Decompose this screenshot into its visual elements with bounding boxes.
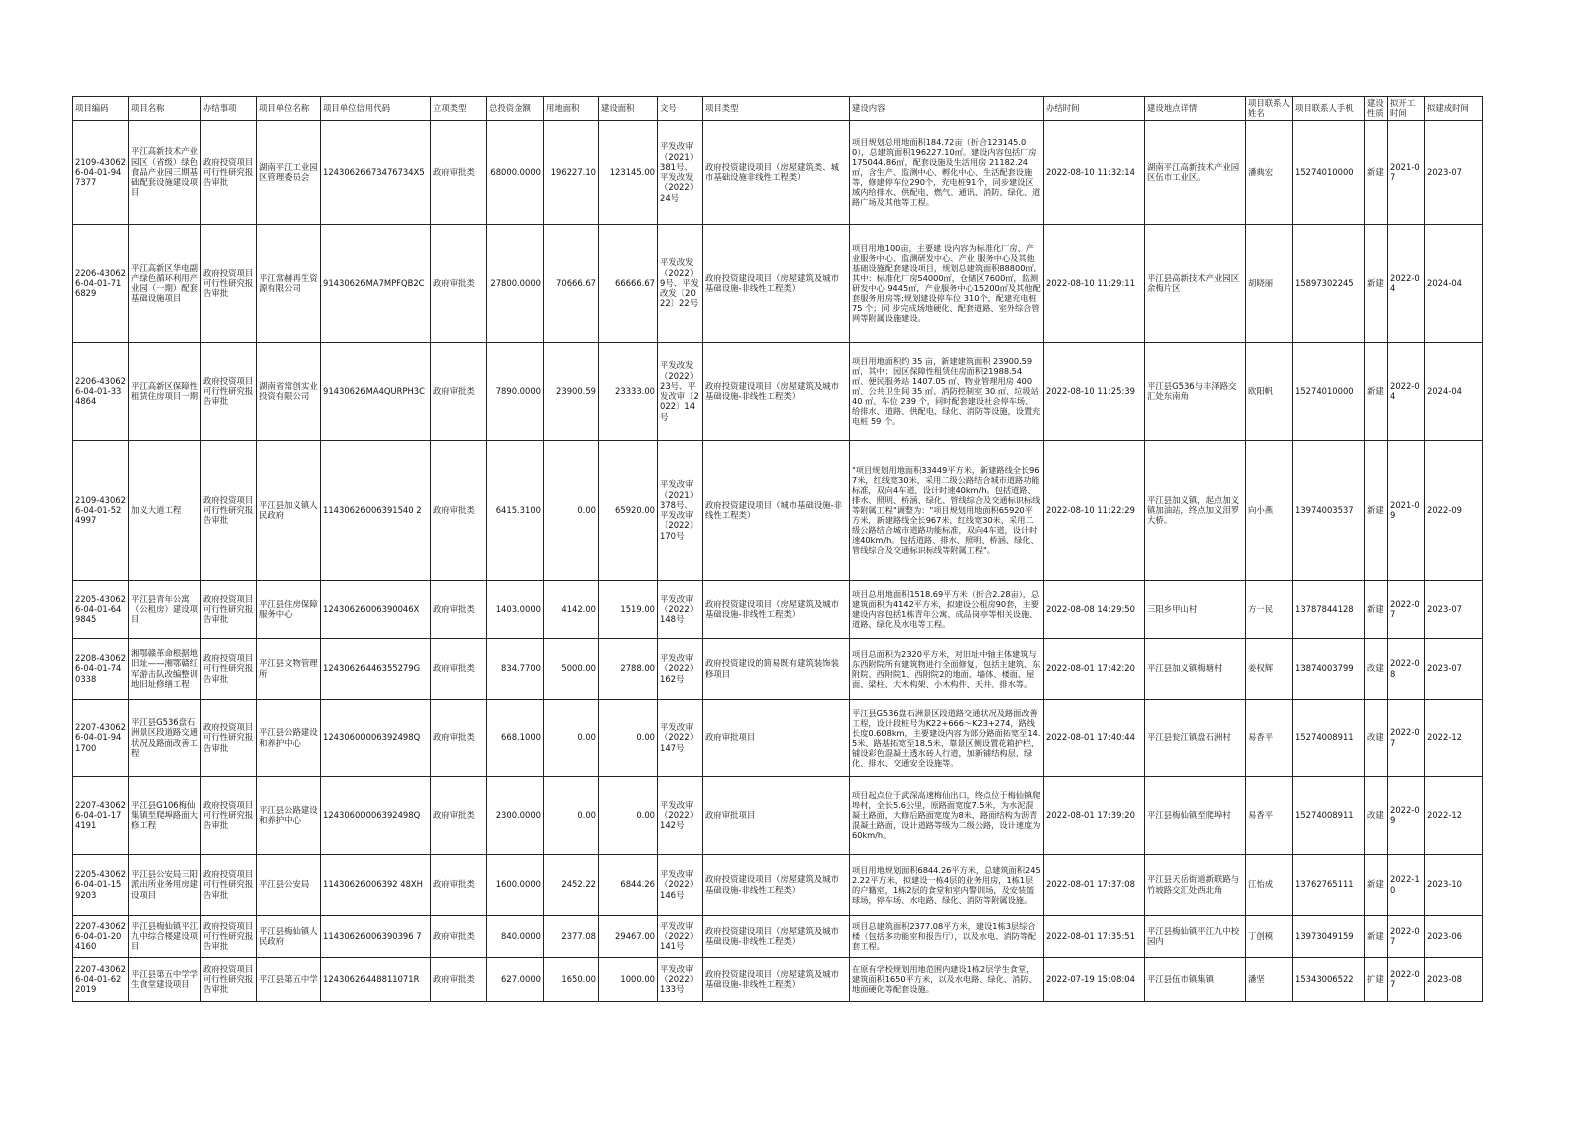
- cell-unit: 平江县第五中学: [257, 957, 321, 1001]
- cell-done: 2022-08-01 17:42:20: [1044, 638, 1145, 699]
- cell-matter: 政府投资项目可行性研究报告审批: [201, 854, 257, 915]
- cell-contact: 方一民: [1246, 580, 1293, 638]
- cell-docno: 平发改审（2022）147号: [658, 699, 703, 776]
- cell-build: 1000.00: [599, 957, 658, 1001]
- cell-content: 项目总建筑面积2377.08平方米，建设1栋3层综合楼（包括多功能室和报告厅），以及水电、消防等配套工程。: [850, 915, 1044, 957]
- cell-name: 平江县公安局三阳派出所业务用房建设项目: [129, 854, 201, 915]
- cell-name: 平江县青年公寓（公租房）建设项目: [129, 580, 201, 638]
- cell-name: 湘鄂赣革命根据地旧址——湘鄂赣红军游击队改编整训地旧址修缮工程: [129, 638, 201, 699]
- cell-contact: 向小燕: [1246, 440, 1293, 580]
- table-row: [73, 915, 1483, 957]
- cell-content: "项目规划用地面积33449平方米，新建路线全长967米，红线宽30米，采用二级公路结合城市道路功能标准，双向4车道，设计时速40km/h。包括道路、排水、照明、桥涵、绿化、管线综合及交通标识标线等附属工程"调整为："项目规划用地面积65920平方米，新建路线全长967米，红线宽30米，采用二级公路结合城市道路功能标准，双向4车道，设计时速40km/h。包括道路、排水、照明、桥涵、绿化、管线综合及交通标识标线等附属工程"。: [850, 440, 1044, 580]
- cell-approval: 政府审批类: [431, 120, 487, 224]
- cell-approval: 政府审批类: [431, 224, 487, 342]
- column-header: 办结时间: [1044, 97, 1145, 121]
- cell-contact: 江怡成: [1246, 854, 1293, 915]
- cell-phone: 15274008911: [1293, 699, 1365, 776]
- cell-credit: 12430600006392498Q: [321, 699, 431, 776]
- cell-site: 平江县加义镇，起点加义镇加油站，终点加义泪罗大桥。: [1145, 440, 1246, 580]
- cell-docno: 平发改发（2022）23号、平发改审〔2022〕14号: [658, 342, 703, 440]
- cell-nature: 新建: [1365, 342, 1388, 440]
- cell-done: 2022-07-19 15:08:04: [1044, 957, 1145, 1001]
- cell-ptype: 政府投资建设项目（房屋建筑及城市基础设施-非线性工程类）: [703, 342, 850, 440]
- cell-land: 23900.59: [544, 342, 599, 440]
- cell-nature: 新建: [1365, 854, 1388, 915]
- cell-approval: 政府审批类: [431, 776, 487, 854]
- cell-site: 湖南平江高新技术产业园区伍市工业区。: [1145, 120, 1246, 224]
- cell-land: 196227.10: [544, 120, 599, 224]
- cell-contact: 丁创模: [1246, 915, 1293, 957]
- cell-ptype: 政府投资建设项目（房屋建筑类、城市基础设施非线性工程类）: [703, 120, 850, 224]
- cell-finish: 2022-09: [1425, 440, 1483, 580]
- cell-build: 66666.67: [599, 224, 658, 342]
- table-row: [73, 580, 1483, 638]
- cell-land: 1650.00: [544, 957, 599, 1001]
- cell-name: 平江高新区保障性租赁住房项目一期: [129, 342, 201, 440]
- column-header: 项目单位名称: [257, 97, 321, 121]
- cell-site: 平江县瓮江镇盘石洲村: [1145, 699, 1246, 776]
- cell-invest: 27800.0000: [487, 224, 544, 342]
- cell-ptype: 政府投资建设项目（房屋建筑及城市基础设施-非线性工程类）: [703, 915, 850, 957]
- cell-build: 29467.00: [599, 915, 658, 957]
- cell-docno: 平发改审（2022）142号: [658, 776, 703, 854]
- cell-contact: 易香平: [1246, 776, 1293, 854]
- cell-invest: 1600.0000: [487, 854, 544, 915]
- cell-land: 70666.67: [544, 224, 599, 342]
- cell-finish: 2024-04: [1425, 342, 1483, 440]
- cell-content: 项目用地100亩，主要建 设内容为标准化厂房、产业服务中心、监测研发中心、产业 服务中心及其他基础设施配套建设项目，规划总建筑面积88800㎡,其中：标准化厂房54000㎡，仓储区7600㎡，监测研发中心 9445㎡，产业服务中心15200㎡及其他配套服务用房等;规划建设停车位 310个，配建充电桩75 个；同 步完成场地硬化、配套道路、室外综合管网等附属设施建设。: [850, 224, 1044, 342]
- cell-site: 平江县梅仙镇平江九中校园内: [1145, 915, 1246, 957]
- cell-site: 三阳乡甲山村: [1145, 580, 1246, 638]
- cell-content: 项目规划总用地面积184.72亩（折合123145.00），总建筑面积196227.10㎡。建设内容包括厂房175044.86㎡，配套设施及生活用房 21182.24㎡，含生产、监测中心、孵化中心、生活配套设施等，修建停车位290个，充电桩91个，同步建设区域内给排水、供配电、燃气、通讯、消防、绿化、道路广场及其他等工程。: [850, 120, 1044, 224]
- cell-approval: 政府审批类: [431, 854, 487, 915]
- cell-land: 0.00: [544, 440, 599, 580]
- column-header: 总投资金额: [487, 97, 544, 121]
- cell-nature: 改建: [1365, 776, 1388, 854]
- cell-start: 2022-07: [1388, 915, 1425, 957]
- cell-credit: 11430626006390396 7: [321, 915, 431, 957]
- cell-invest: 7890.0000: [487, 342, 544, 440]
- cell-phone: 15897302245: [1293, 224, 1365, 342]
- cell-invest: 6415.3100: [487, 440, 544, 580]
- cell-unit: 平江县公路建设和养护中心: [257, 699, 321, 776]
- cell-site: 平江县天岳街道新联路与竹坡路交汇处西北角: [1145, 854, 1246, 915]
- cell-phone: 13874003799: [1293, 638, 1365, 699]
- cell-build: 123145.00: [599, 120, 658, 224]
- cell-build: 0.00: [599, 699, 658, 776]
- cell-start: 2022-04: [1388, 224, 1425, 342]
- column-header: 办结事项: [201, 97, 257, 121]
- table-row: [73, 120, 1483, 224]
- cell-finish: 2023-10: [1425, 854, 1483, 915]
- cell-docno: 平发改发（2022）9号、平发改发〔2022〕22号: [658, 224, 703, 342]
- cell-contact: 潘典宏: [1246, 120, 1293, 224]
- cell-name: 加义大道工程: [129, 440, 201, 580]
- cell-done: 2022-08-01 17:37:08: [1044, 854, 1145, 915]
- cell-code: 2205-430626-04-01-159203: [73, 854, 129, 915]
- cell-docno: 平发改审（2022）133号: [658, 957, 703, 1001]
- cell-approval: 政府审批类: [431, 580, 487, 638]
- cell-name: 平江县梅仙镇平江九中综合楼建设项目: [129, 915, 201, 957]
- cell-credit: 12430626448811071R: [321, 957, 431, 1001]
- cell-approval: 政府审批类: [431, 638, 487, 699]
- cell-code: 2109-430626-04-01-947377: [73, 120, 129, 224]
- cell-finish: 2023-06: [1425, 915, 1483, 957]
- column-header: 项目联系人手机: [1293, 97, 1365, 121]
- column-header: 用地面积: [544, 97, 599, 121]
- cell-matter: 政府投资项目可行性研究报告审批: [201, 699, 257, 776]
- cell-nature: 新建: [1365, 915, 1388, 957]
- column-header: 立项类型: [431, 97, 487, 121]
- cell-done: 2022-08-08 14:29:50: [1044, 580, 1145, 638]
- cell-matter: 政府投资项目可行性研究报告审批: [201, 638, 257, 699]
- project-approval-sheet: [72, 96, 1482, 1002]
- cell-approval: 政府审批类: [431, 699, 487, 776]
- table-row: [73, 699, 1483, 776]
- cell-phone: 15274010000: [1293, 342, 1365, 440]
- cell-matter: 政府投资项目可行性研究报告审批: [201, 224, 257, 342]
- cell-finish: 2023-07: [1425, 638, 1483, 699]
- cell-start: 2022-08: [1388, 638, 1425, 699]
- cell-unit: 平江县加义镇人民政府: [257, 440, 321, 580]
- cell-docno: 平发改审（2022）148号: [658, 580, 703, 638]
- cell-unit: 平江县公安局: [257, 854, 321, 915]
- cell-ptype: 政府投资建设项目（房屋建筑及城市基础设施-非线性工程类）: [703, 957, 850, 1001]
- table-row: [73, 224, 1483, 342]
- cell-finish: 2023-07: [1425, 120, 1483, 224]
- cell-land: 0.00: [544, 699, 599, 776]
- cell-build: 23333.00: [599, 342, 658, 440]
- cell-ptype: 政府投资建设项目（房屋建筑及城市基础设施-非线性工程类）: [703, 854, 850, 915]
- cell-unit: 平江县住房保障服务中心: [257, 580, 321, 638]
- cell-approval: 政府审批类: [431, 915, 487, 957]
- column-header: 文号: [658, 97, 703, 121]
- cell-done: 2022-08-01 17:40:44: [1044, 699, 1145, 776]
- cell-done: 2022-08-10 11:32:14: [1044, 120, 1145, 224]
- cell-build: 65920.00: [599, 440, 658, 580]
- cell-invest: 668.1000: [487, 699, 544, 776]
- cell-start: 2022-07: [1388, 957, 1425, 1001]
- cell-invest: 2300.0000: [487, 776, 544, 854]
- table-row: [73, 957, 1483, 1001]
- cell-code: 2109-430626-04-01-524997: [73, 440, 129, 580]
- cell-code: 2207-430626-04-01-622019: [73, 957, 129, 1001]
- cell-nature: 改建: [1365, 699, 1388, 776]
- cell-start: 2022-04: [1388, 342, 1425, 440]
- cell-code: 2205-430626-04-01-649845: [73, 580, 129, 638]
- cell-done: 2022-08-01 17:39:20: [1044, 776, 1145, 854]
- cell-phone: 15274008911: [1293, 776, 1365, 854]
- table-row: [73, 638, 1483, 699]
- table-row: [73, 440, 1483, 580]
- cell-name: 平江县G106梅仙集镇至爬埠路面大修工程: [129, 776, 201, 854]
- cell-start: 2022-07: [1388, 580, 1425, 638]
- cell-done: 2022-08-10 11:25:39: [1044, 342, 1145, 440]
- cell-credit: 12430626446355279G: [321, 638, 431, 699]
- cell-credit: 91430626MA4QURPH3C: [321, 342, 431, 440]
- cell-content: 项目用地面积约 35 亩，新建建筑面积 23900.59 ㎡，其中：园区保障性租赁住房面积21988.54 ㎡、便民服务站 1407.05 ㎡、物业管理用房 400 ㎡、公共卫生间 35 ㎡、消防控制室 30 ㎡、垃圾站 40 ㎡、车位 239 个，同时配套建设社会停车场、给排水、道路、供配电、绿化、消防等设施，设置充电桩 59 个。: [850, 342, 1044, 440]
- cell-matter: 政府投资项目可行性研究报告审批: [201, 957, 257, 1001]
- cell-docno: 平发改审（2022）162号: [658, 638, 703, 699]
- cell-finish: 2023-07: [1425, 580, 1483, 638]
- cell-credit: 12430600006392498Q: [321, 776, 431, 854]
- cell-site: 平江县G536与丰泽路交汇处东南角: [1145, 342, 1246, 440]
- cell-finish: 2024-04: [1425, 224, 1483, 342]
- cell-contact: 易香平: [1246, 699, 1293, 776]
- cell-land: 2452.22: [544, 854, 599, 915]
- cell-phone: 15274010000: [1293, 120, 1365, 224]
- cell-build: 6844.26: [599, 854, 658, 915]
- cell-code: 2206-430626-04-01-716829: [73, 224, 129, 342]
- cell-matter: 政府投资项目可行性研究报告审批: [201, 776, 257, 854]
- cell-matter: 政府投资项目可行性研究报告审批: [201, 915, 257, 957]
- cell-code: 2207-430626-04-01-174191: [73, 776, 129, 854]
- column-header: 建设面积: [599, 97, 658, 121]
- cell-start: 2021-09: [1388, 440, 1425, 580]
- cell-phone: 15343006522: [1293, 957, 1365, 1001]
- cell-code: 2206-430626-04-01-334864: [73, 342, 129, 440]
- cell-start: 2022-07: [1388, 699, 1425, 776]
- column-header: 建设性质: [1365, 97, 1388, 121]
- cell-matter: 政府投资项目可行性研究报告审批: [201, 440, 257, 580]
- header-row: [73, 97, 1483, 121]
- cell-unit: 平江县梅仙镇人民政府: [257, 915, 321, 957]
- cell-phone: 13762765111: [1293, 854, 1365, 915]
- cell-name: 平江县第五中学学生食堂建设项目: [129, 957, 201, 1001]
- cell-land: 2377.08: [544, 915, 599, 957]
- cell-start: 2021-07: [1388, 120, 1425, 224]
- cell-start: 2022-09: [1388, 776, 1425, 854]
- cell-finish: 2022-12: [1425, 776, 1483, 854]
- cell-phone: 13973049159: [1293, 915, 1365, 957]
- cell-ptype: 政府投资建设项目（房屋建筑及城市基础设施-非线性工程类）: [703, 580, 850, 638]
- cell-content: 项目总用地面积1518.69平方米（折合2.28亩），总建筑面积为4142平方米，拟建设公租房90套，主要建设内容包括1栋青年公寓、成品岗亭等相关设施、道路、绿化及水电等工程。: [850, 580, 1044, 638]
- cell-phone: 13787844128: [1293, 580, 1365, 638]
- column-header: 拟开工时间: [1388, 97, 1425, 121]
- column-header: 项目单位信用代码: [321, 97, 431, 121]
- cell-done: 2022-08-01 17:35:51: [1044, 915, 1145, 957]
- cell-matter: 政府投资项目可行性研究报告审批: [201, 580, 257, 638]
- cell-phone: 13974003537: [1293, 440, 1365, 580]
- cell-start: 2022-10: [1388, 854, 1425, 915]
- cell-site: 平江县梅仙镇至爬埠村: [1145, 776, 1246, 854]
- cell-land: 5000.00: [544, 638, 599, 699]
- column-header: 项目联系人姓名: [1246, 97, 1293, 121]
- cell-nature: 改建: [1365, 638, 1388, 699]
- cell-contact: 姜权辉: [1246, 638, 1293, 699]
- cell-site: 平江县加义镇梅塘村: [1145, 638, 1246, 699]
- cell-site: 平江县伍市镇集镇: [1145, 957, 1246, 1001]
- column-header: 项目名称: [129, 97, 201, 121]
- cell-credit: 12430626673476734X5: [321, 120, 431, 224]
- cell-invest: 627.0000: [487, 957, 544, 1001]
- cell-done: 2022-08-10 11:29:11: [1044, 224, 1145, 342]
- cell-code: 2207-430626-04-01-941700: [73, 699, 129, 776]
- cell-code: 2208-430626-04-01-740338: [73, 638, 129, 699]
- cell-nature: 新建: [1365, 120, 1388, 224]
- cell-invest: 834.7700: [487, 638, 544, 699]
- cell-finish: 2023-08: [1425, 957, 1483, 1001]
- cell-ptype: 政府投资建设项目（房屋建筑及城市基础设施-非线性工程类）: [703, 224, 850, 342]
- cell-nature: 新建: [1365, 440, 1388, 580]
- cell-unit: 平江常赫再生资源有限公司: [257, 224, 321, 342]
- cell-approval: 政府审批类: [431, 957, 487, 1001]
- cell-content: 平江县G536盘石洲景区段道路交通状况及路面改善工程，设计段桩号为K22+666～K23+274，路线长度0.608km，主要建设内容为部分路面拓宽至14.5米、路基拓宽至18.5米，靠景区侧设置花箱护栏，铺设彩色混凝土透水砖人行道，加新铺结构层、绿化、排水、交通安全设施等。: [850, 699, 1044, 776]
- cell-unit: 湖南省常创实业投资有限公司: [257, 342, 321, 440]
- table-row: [73, 342, 1483, 440]
- cell-approval: 政府审批类: [431, 440, 487, 580]
- cell-build: 1519.00: [599, 580, 658, 638]
- cell-done: 2022-08-10 11:22:29: [1044, 440, 1145, 580]
- cell-site: 平江县高新技术产业园区余梅片区: [1145, 224, 1246, 342]
- table-row: [73, 854, 1483, 915]
- cell-unit: 平江县文物管理所: [257, 638, 321, 699]
- cell-contact: 潘坚: [1246, 957, 1293, 1001]
- project-table: [72, 96, 1483, 1002]
- cell-ptype: 政府审批项目: [703, 776, 850, 854]
- cell-docno: 平发改审（2022）141号: [658, 915, 703, 957]
- cell-nature: 扩建: [1365, 957, 1388, 1001]
- cell-docno: 平发改审（2022）146号: [658, 854, 703, 915]
- cell-contact: 欧阳帆: [1246, 342, 1293, 440]
- cell-unit: 湖南平江工业园区管理委员会: [257, 120, 321, 224]
- cell-land: 0.00: [544, 776, 599, 854]
- cell-invest: 68000.0000: [487, 120, 544, 224]
- cell-credit: 12430626006390046X: [321, 580, 431, 638]
- cell-content: 项目用地规划面积6844.26平方米，总建筑面积2452.22平方米，拟建设一栋4层的业务用房，1栋1层的户籍室，1栋2层的食堂和室内警训场，及安装篮球场，停车场、水电路、绿化、消防等附属设施。: [850, 854, 1044, 915]
- column-header: 建设地点详情: [1145, 97, 1246, 121]
- cell-matter: 政府投资项目可行性研究报告审批: [201, 342, 257, 440]
- column-header: 拟建成时间: [1425, 97, 1483, 121]
- cell-credit: 11430626006392 48XH: [321, 854, 431, 915]
- cell-matter: 政府投资项目可行性研究报告审批: [201, 120, 257, 224]
- cell-ptype: 政府投资建设项目（城市基础设施-非线性工程类）: [703, 440, 850, 580]
- cell-nature: 新建: [1365, 580, 1388, 638]
- cell-content: 项目起点位于武深高速梅仙出口，终点位于梅仙镇爬埠村，全长5.6公里，原路面宽度7.5米，为水泥混凝土路面，大修后路面宽度为8米，路面结构为沥青混凝土路面，设计道路等级为二级公路，设计速度为60km/h。: [850, 776, 1044, 854]
- cell-ptype: 政府审批项目: [703, 699, 850, 776]
- column-header: 项目编码: [73, 97, 129, 121]
- cell-build: 2788.00: [599, 638, 658, 699]
- cell-docno: 平发改审（2021）381号、平发改发（2022）24号: [658, 120, 703, 224]
- cell-invest: 1403.0000: [487, 580, 544, 638]
- cell-content: 项目总面积为2320平方米，对旧址中轴主体建筑与东西附院所有建筑物进行全面修复，包括主建筑、东附院、西附院1、西附院2的地面、墙体、楼面、屋面、梁柱、大木构架、小木构件、天井、排水等。: [850, 638, 1044, 699]
- cell-credit: 91430626MA7MPFQB2C: [321, 224, 431, 342]
- cell-unit: 平江县公路建设和养护中心: [257, 776, 321, 854]
- cell-build: 0.00: [599, 776, 658, 854]
- cell-land: 4142.00: [544, 580, 599, 638]
- column-header: 项目类型: [703, 97, 850, 121]
- table-body: [73, 120, 1483, 1001]
- cell-contact: 胡晓丽: [1246, 224, 1293, 342]
- cell-ptype: 政府投资建设的简易既有建筑装饰装修项目: [703, 638, 850, 699]
- cell-name: 平江高新区华电副产绿色循环利用产业园（一期）配套基础设施项目: [129, 224, 201, 342]
- cell-code: 2207-430626-04-01-204160: [73, 915, 129, 957]
- cell-content: 在原有学校规划用地范围内建设1栋2层学生食堂，建筑面积1650平方米，以及水电路、绿化、消防、地面硬化等配套设施。: [850, 957, 1044, 1001]
- column-header: 建设内容: [850, 97, 1044, 121]
- cell-docno: 平发改审（2021）378号、平发改审〔2022〕170号: [658, 440, 703, 580]
- cell-name: 平江高新技术产业园区（省级）绿色食品产业园三期基础配套设施建设项目: [129, 120, 201, 224]
- cell-credit: 11430626006391540 2: [321, 440, 431, 580]
- cell-approval: 政府审批类: [431, 342, 487, 440]
- cell-nature: 新建: [1365, 224, 1388, 342]
- table-row: [73, 776, 1483, 854]
- cell-invest: 840.0000: [487, 915, 544, 957]
- cell-finish: 2022-12: [1425, 699, 1483, 776]
- cell-name: 平江县G536盘石洲景区段道路交通状况及路面改善工程: [129, 699, 201, 776]
